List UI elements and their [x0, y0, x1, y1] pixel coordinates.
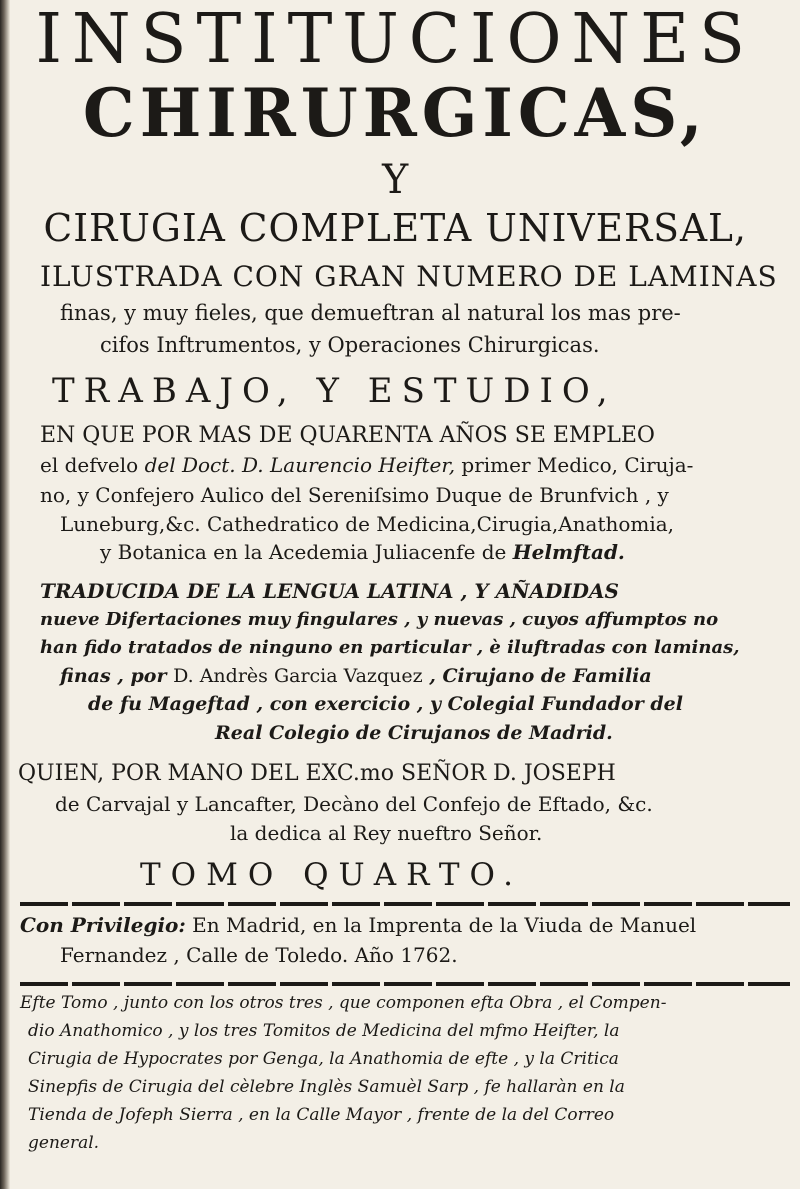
- author-name: del Doct. D. Laurencio Heifter,: [144, 453, 456, 477]
- title-conjunction: Y: [382, 157, 409, 203]
- translation-line-1: TRADUCIDA DE LA LENGUA LATINA , Y AÑADIDAS: [40, 579, 619, 603]
- illustrated-line-1: ILUSTRADA CON GRAN NUMERO DE LAMINAS: [40, 260, 778, 293]
- dedication-line-2: de Carvajal y Lancafter, Decàno del Confejo de Eftado, &c.: [55, 792, 653, 816]
- translation-line-6: Real Colegio de Cirujanos de Madrid.: [215, 722, 613, 744]
- volume-heading: TOMO QUARTO.: [140, 857, 524, 893]
- title-line-2: CHIRURGICAS,: [82, 74, 708, 152]
- translation-line-4c: , Cirujano de Familia: [422, 665, 652, 687]
- translation-line-4: [60, 667, 652, 686]
- translation-line-5: de fu Mageftad , con exercicio , y Colegial Fundador del: [88, 693, 683, 715]
- author-line-2: [40, 455, 693, 475]
- privilege-label: Con Privilegio:: [20, 913, 186, 937]
- imprint-line-1-text: En Madrid, en la Imprenta de la Viuda de Manuel: [185, 913, 697, 937]
- note-line-3: Cirugia de Hypocrates por Genga, la Anathomia de efte , y la Critica: [28, 1049, 619, 1069]
- note-line-1: Efte Tomo , junto con los otros tres , que componen efta Obra , el Compen-: [20, 993, 667, 1013]
- translation-line-2: nueve Difertaciones muy fingulares , y nuevas , cuyos affumptos no: [40, 609, 719, 630]
- author-line-5: [100, 542, 625, 562]
- ornamental-rule-bottom: [20, 982, 790, 986]
- imprint-line-1: [20, 915, 696, 935]
- author-line-4: Luneburg,&c. Cathedratico de Medicina,Cirugia,Anathomia,: [60, 512, 675, 536]
- author-line-2c: primer Medico, Ciruja-: [455, 453, 694, 477]
- translation-line-4a: finas , por: [60, 665, 174, 687]
- note-line-4: Sinepfis de Cirugia del cèlebre Inglès Samuèl Sarp , fe hallaràn en la: [28, 1077, 625, 1097]
- translation-line-3: han fido tratados de ninguno en particular , è iluftradas con laminas,: [40, 637, 740, 658]
- dedication-line-3: la dedica al Rey nueftro Señor.: [230, 821, 543, 845]
- title-line-1: INSTITUCIONES: [35, 0, 755, 79]
- university-town: Helmftad.: [512, 540, 625, 564]
- author-line-3: no, y Confejero Aulico del Sereniſsimo Duque de Brunfvich , y: [40, 483, 669, 507]
- author-line-5a: y Botanica en la Acedemia Juliacenfe de: [100, 540, 513, 564]
- dedication-line-1: QUIEN, POR MANO DEL EXC.mo SEÑOR D. JOSEPH: [18, 761, 616, 786]
- note-line-5: Tienda de Jofeph Sierra , en la Calle Mayor , frente de la del Correo: [28, 1105, 615, 1125]
- note-line-6: general.: [28, 1133, 100, 1153]
- title-line-3: CIRUGIA COMPLETA UNIVERSAL,: [43, 206, 747, 250]
- note-line-2: dio Anathomico , y los tres Tomitos de Medicina del mfmo Heifter, la: [28, 1021, 620, 1041]
- ornamental-rule-top: [20, 902, 790, 906]
- translator-name: D. Andrès Garcia Vazquez: [173, 665, 423, 687]
- illustrated-line-2: finas, y muy fieles, que demueftran al natural los mas pre-: [60, 301, 681, 325]
- author-line-1: EN QUE POR MAS DE QUARENTA AÑOS SE EMPLEO: [40, 423, 655, 448]
- author-line-2a: el defvelo: [40, 453, 145, 477]
- illustrated-line-3: cifos Inftrumentos, y Operaciones Chirurgicas.: [100, 333, 600, 357]
- imprint-line-2: Fernandez , Calle de Toledo. Año 1762.: [60, 943, 458, 967]
- work-heading: TRABAJO, Y ESTUDIO,: [52, 371, 617, 411]
